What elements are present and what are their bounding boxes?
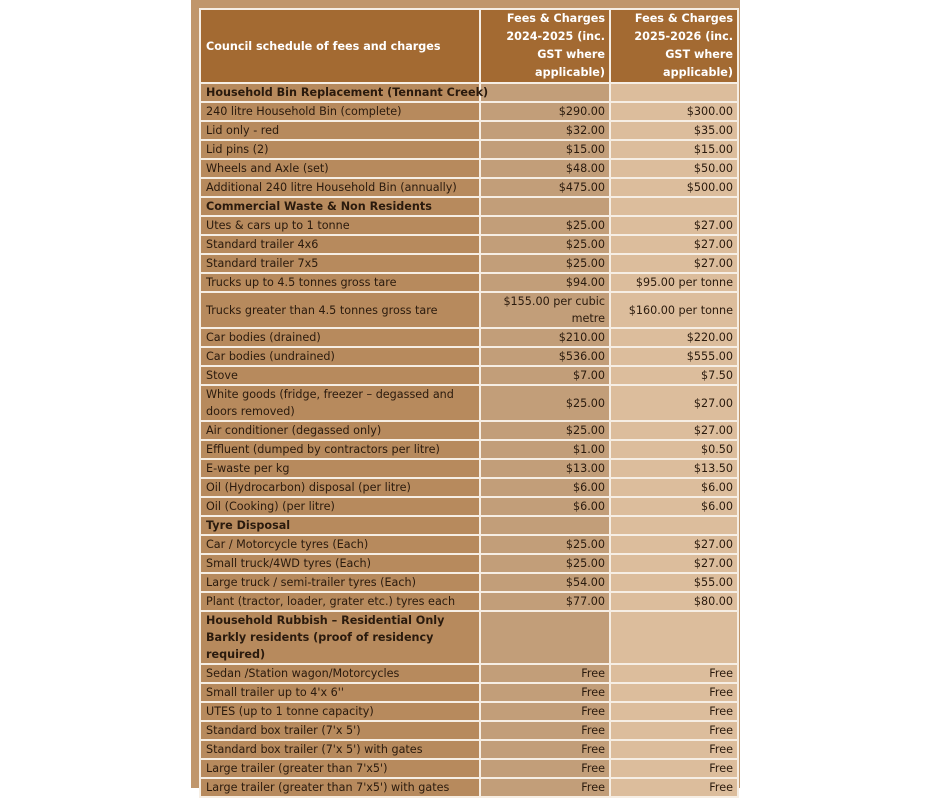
fee-2024-2025: $25.00 xyxy=(480,554,610,573)
fee-description: Car bodies (undrained) xyxy=(200,347,480,366)
table-row xyxy=(200,328,738,347)
header-row xyxy=(200,9,738,83)
fee-2024-2025: $290.00 xyxy=(480,102,610,121)
table-row xyxy=(200,573,738,592)
fee-description: Small truck/4WD tyres (Each) xyxy=(200,554,480,573)
fee-2025-2026: Free xyxy=(610,740,738,759)
fee-2024-2025: $25.00 xyxy=(480,216,610,235)
fee-2025-2026 xyxy=(610,611,738,664)
fee-description: Stove xyxy=(200,366,480,385)
fee-2025-2026: $160.00 per tonne xyxy=(610,292,738,328)
table-row xyxy=(200,178,738,197)
fee-2024-2025: $13.00 xyxy=(480,459,610,478)
section-title: Tyre Disposal xyxy=(200,516,480,535)
fee-2024-2025: $6.00 xyxy=(480,478,610,497)
fee-2024-2025 xyxy=(480,611,610,664)
fee-2025-2026: $27.00 xyxy=(610,554,738,573)
fee-2024-2025: $94.00 xyxy=(480,273,610,292)
fee-2025-2026: $55.00 xyxy=(610,573,738,592)
table-row xyxy=(200,385,738,421)
table-row xyxy=(200,159,738,178)
fee-description: Large trailer (greater than 7'x5') with gates xyxy=(200,778,480,797)
table-row xyxy=(200,273,738,292)
fee-description: Trucks greater than 4.5 tonnes gross tare xyxy=(200,292,480,328)
fee-2024-2025 xyxy=(480,516,610,535)
fee-description: Oil (Hydrocarbon) disposal (per litre) xyxy=(200,478,480,497)
fee-description: Standard box trailer (7'x 5') with gates xyxy=(200,740,480,759)
fee-2025-2026: $15.00 xyxy=(610,140,738,159)
fee-2025-2026: Free xyxy=(610,702,738,721)
fee-2024-2025: $475.00 xyxy=(480,178,610,197)
fee-2024-2025: Free xyxy=(480,721,610,740)
header-fees-2025-2026: Fees & Charges 2025-2026 (inc. GST where applicable) xyxy=(610,9,738,83)
fee-2024-2025 xyxy=(480,83,610,102)
fee-2024-2025: Free xyxy=(480,683,610,702)
fee-2025-2026: $27.00 xyxy=(610,535,738,554)
fee-2024-2025: $15.00 xyxy=(480,140,610,159)
fee-description: Effluent (dumped by contractors per litre) xyxy=(200,440,480,459)
fee-2025-2026 xyxy=(610,516,738,535)
table-row xyxy=(200,664,738,683)
table-row xyxy=(200,216,738,235)
fee-2024-2025: Free xyxy=(480,664,610,683)
fee-description: Standard trailer 4x6 xyxy=(200,235,480,254)
table-row xyxy=(200,121,738,140)
fee-description: Car / Motorcycle tyres (Each) xyxy=(200,535,480,554)
fee-2025-2026: $50.00 xyxy=(610,159,738,178)
fee-description: Additional 240 litre Household Bin (annually) xyxy=(200,178,480,197)
fee-description: Car bodies (drained) xyxy=(200,328,480,347)
table-row xyxy=(200,102,738,121)
fee-2025-2026 xyxy=(610,197,738,216)
fee-description: Large trailer (greater than 7'x5') xyxy=(200,759,480,778)
fee-2025-2026: Free xyxy=(610,759,738,778)
fee-2025-2026: $27.00 xyxy=(610,385,738,421)
table-row xyxy=(200,592,738,611)
fee-2025-2026: $6.00 xyxy=(610,478,738,497)
section-title: Household Rubbish – Residential Only Barkly residents (proof of residency required) xyxy=(200,611,480,664)
fee-2024-2025: $210.00 xyxy=(480,328,610,347)
table-row xyxy=(200,459,738,478)
fee-description: Wheels and Axle (set) xyxy=(200,159,480,178)
fee-description: Oil (Cooking) (per litre) xyxy=(200,497,480,516)
fee-2024-2025: $1.00 xyxy=(480,440,610,459)
fee-2024-2025: Free xyxy=(480,702,610,721)
fee-2025-2026: $6.00 xyxy=(610,497,738,516)
table-row xyxy=(200,366,738,385)
fee-2025-2026: $27.00 xyxy=(610,421,738,440)
table-row xyxy=(200,440,738,459)
table-row xyxy=(200,702,738,721)
fee-2024-2025: $7.00 xyxy=(480,366,610,385)
fee-2024-2025: Free xyxy=(480,759,610,778)
fee-description: Sedan /Station wagon/Motorcycles xyxy=(200,664,480,683)
table-row xyxy=(200,683,738,702)
fee-description: Lid only - red xyxy=(200,121,480,140)
fee-2025-2026: Free xyxy=(610,683,738,702)
table-row xyxy=(200,140,738,159)
section-header-row xyxy=(200,83,738,102)
fee-description: Trucks up to 4.5 tonnes gross tare xyxy=(200,273,480,292)
header-description: Council schedule of fees and charges xyxy=(200,9,480,83)
fee-description: 240 litre Household Bin (complete) xyxy=(200,102,480,121)
fee-2024-2025 xyxy=(480,197,610,216)
fee-2024-2025: Free xyxy=(480,778,610,797)
fee-description: Large truck / semi-trailer tyres (Each) xyxy=(200,573,480,592)
fee-2025-2026: $95.00 per tonne xyxy=(610,273,738,292)
fee-2025-2026: Free xyxy=(610,778,738,797)
table-row xyxy=(200,235,738,254)
fee-2025-2026: $13.50 xyxy=(610,459,738,478)
table-row xyxy=(200,254,738,273)
section-title: Commercial Waste & Non Residents xyxy=(200,197,480,216)
fee-2024-2025: $77.00 xyxy=(480,592,610,611)
fee-2025-2026: $27.00 xyxy=(610,216,738,235)
table-row xyxy=(200,759,738,778)
fee-2025-2026: $7.50 xyxy=(610,366,738,385)
fees-table xyxy=(199,8,739,798)
fee-description: Standard trailer 7x5 xyxy=(200,254,480,273)
fee-2025-2026: $80.00 xyxy=(610,592,738,611)
fee-2025-2026: Free xyxy=(610,721,738,740)
fee-2024-2025: $536.00 xyxy=(480,347,610,366)
table-row xyxy=(200,740,738,759)
fee-2025-2026: $500.00 xyxy=(610,178,738,197)
fee-description: White goods (fridge, freezer – degassed and doors removed) xyxy=(200,385,480,421)
fee-2024-2025: $25.00 xyxy=(480,254,610,273)
fee-2024-2025: $25.00 xyxy=(480,235,610,254)
table-row xyxy=(200,347,738,366)
fee-2025-2026 xyxy=(610,83,738,102)
fee-2025-2026: $27.00 xyxy=(610,235,738,254)
fee-2024-2025: $155.00 per cubic metre xyxy=(480,292,610,328)
section-header-row xyxy=(200,611,738,664)
table-row xyxy=(200,497,738,516)
header-fees-2024-2025: Fees & Charges 2024-2025 (inc. GST where applicable) xyxy=(480,9,610,83)
fee-2025-2026: $555.00 xyxy=(610,347,738,366)
fee-description: Plant (tractor, loader, grater etc.) tyres each xyxy=(200,592,480,611)
fee-2025-2026: $0.50 xyxy=(610,440,738,459)
fee-description: UTES (up to 1 tonne capacity) xyxy=(200,702,480,721)
fee-2024-2025: $25.00 xyxy=(480,421,610,440)
fee-2025-2026: $27.00 xyxy=(610,254,738,273)
fee-description: Standard box trailer (7'x 5') xyxy=(200,721,480,740)
fee-2024-2025: $25.00 xyxy=(480,385,610,421)
fee-2024-2025: $25.00 xyxy=(480,535,610,554)
fees-table-body xyxy=(200,83,738,797)
table-row xyxy=(200,535,738,554)
table-row xyxy=(200,421,738,440)
fee-2024-2025: $54.00 xyxy=(480,573,610,592)
fee-2024-2025: Free xyxy=(480,740,610,759)
fee-2024-2025: $32.00 xyxy=(480,121,610,140)
section-header-row xyxy=(200,516,738,535)
table-row xyxy=(200,478,738,497)
fee-2025-2026: $35.00 xyxy=(610,121,738,140)
section-header-row xyxy=(200,197,738,216)
table-row xyxy=(200,554,738,573)
fee-2024-2025: $6.00 xyxy=(480,497,610,516)
fee-description: Lid pins (2) xyxy=(200,140,480,159)
fee-2024-2025: $48.00 xyxy=(480,159,610,178)
table-row xyxy=(200,292,738,328)
fee-2025-2026: $220.00 xyxy=(610,328,738,347)
fee-description: Air conditioner (degassed only) xyxy=(200,421,480,440)
fee-description: E-waste per kg xyxy=(200,459,480,478)
fee-2025-2026: $300.00 xyxy=(610,102,738,121)
fee-description: Small trailer up to 4'x 6'' xyxy=(200,683,480,702)
fee-description: Utes & cars up to 1 tonne xyxy=(200,216,480,235)
table-row xyxy=(200,721,738,740)
section-title: Household Bin Replacement (Tennant Creek) xyxy=(200,83,480,102)
fee-2025-2026: Free xyxy=(610,664,738,683)
